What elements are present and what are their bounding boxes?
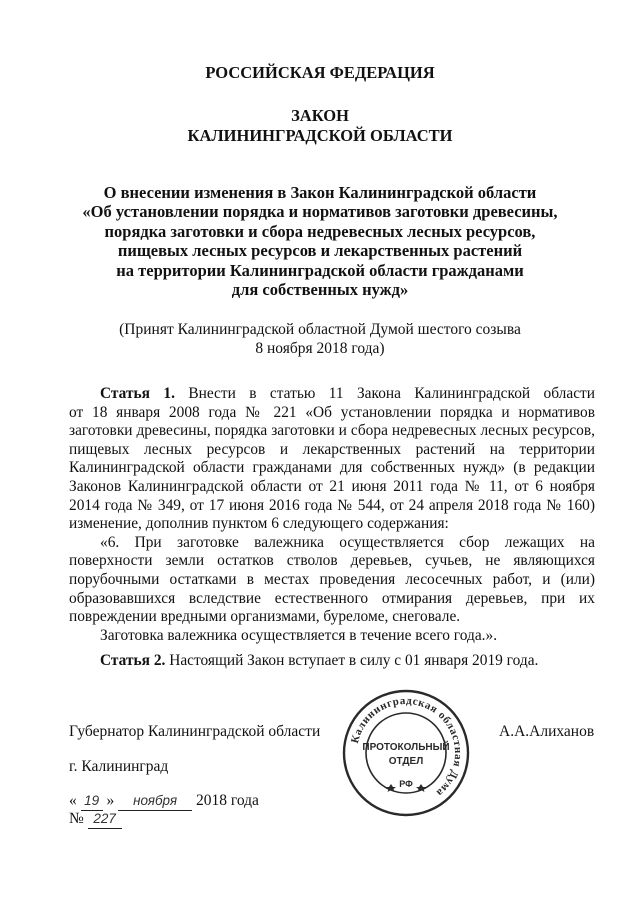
article-1-label: Статья 1. [100,385,175,402]
law-title-line: для собственных нужд» [231,280,409,300]
date-month: ноября [118,791,192,811]
article-2-line [69,652,595,671]
date-quote-open: « [69,792,77,809]
law-number [69,809,122,829]
article-2-label: Статья 2. [100,652,166,669]
law-title [0,183,640,299]
article-1-line [69,385,595,404]
date-quote-close: » [106,792,115,809]
city: г. Калининград [69,758,169,775]
stamp-center-line: ПРОТОКОЛЬНЫЙ [362,742,450,753]
number-sign: № [69,810,84,827]
official-stamp [341,688,471,818]
adoption-note-line: 8 ноября 2018 года) [255,340,385,357]
law-heading [0,106,640,146]
article-2 [69,652,595,671]
governor-title: Губернатор Калининградской области [69,723,321,740]
article-1-line: «6. При заготовке валежника осуществляется сбор лежащих на [100,533,595,551]
governor-name: А.А.Алиханов [499,723,595,740]
article-2-text: Настоящий Закон вступает в силу с 01 января 2019 года. [169,652,539,669]
article-1-line: поверхности земли остатков стволов деревьев, сучьев, не являющихся [69,552,595,570]
law-title-line: «Об установлении порядка и нормативов заготовки древесины, [82,202,558,222]
adoption-note [0,320,640,358]
article-1-line: заготовки древесины, порядка заготовки и сбора недревесных лесных ресурсов, [69,422,595,440]
article-1-line: Калининградской области гражданами для собственных нужд» (в редакции [69,459,595,477]
stamp-center-line: ОТДЕЛ [388,756,424,767]
article-1-line: образовавшихся вследствие естественного отмирания деревьев, при их [69,589,595,607]
stamp-bottom-text: РФ [399,779,413,789]
date-year: 2018 года [196,792,259,809]
law-title-line: на территории Калининградской области гражданами [116,260,524,280]
number-value: 227 [88,809,122,829]
article-1-text: Внести в статью 11 Закона Калининградской области [188,385,595,402]
signing-date [69,791,259,811]
stamp-outer-ring [344,691,468,815]
article-1-line: Заготовка валежника осуществляется в течение всего года.». [100,626,498,644]
article-1 [69,385,595,645]
law-title-line: пищевых лесных ресурсов и лекарственных растений [117,241,523,261]
article-1-line: пищевых лесных ресурсов и лекарственных растений на территории [69,440,595,458]
adoption-note-line: (Принят Калининградской областной Думой шестого созыва [119,321,521,338]
article-1-line: изменение, дополнив пунктом 6 следующего содержания: [69,515,449,533]
law-heading-line: ЗАКОН [291,106,349,125]
article-1-line: от 18 января 2008 года № 221 «Об установлении порядка и нормативов [69,403,595,421]
country-heading: РОССИЙСКАЯ ФЕДЕРАЦИЯ [205,63,435,82]
article-1-line: 2014 года № 349, от 17 июня 2016 года № 544, от 24 апреля 2018 года № 160) [69,496,595,514]
article-1-line: порубочными остатками в местах проведения лесосечных работ, и (или) [69,570,595,588]
law-title-line: О внесении изменения в Закон Калининградской области [103,183,537,202]
law-title-line: порядка заготовки и сбора недревесных лесных ресурсов, [104,221,536,241]
date-day: 19 [81,791,103,811]
stamp-ring-text: Калининградская областная Дума [349,694,465,800]
article-1-line: Законов Калининградской области от 21 июня 2011 года № 11, от 6 ноября [69,477,595,495]
article-1-line: повреждении вредными организмами, буреломе, снеговале. [69,608,461,626]
law-heading-line: КАЛИНИНГРАДСКОЙ ОБЛАСТИ [187,126,453,145]
